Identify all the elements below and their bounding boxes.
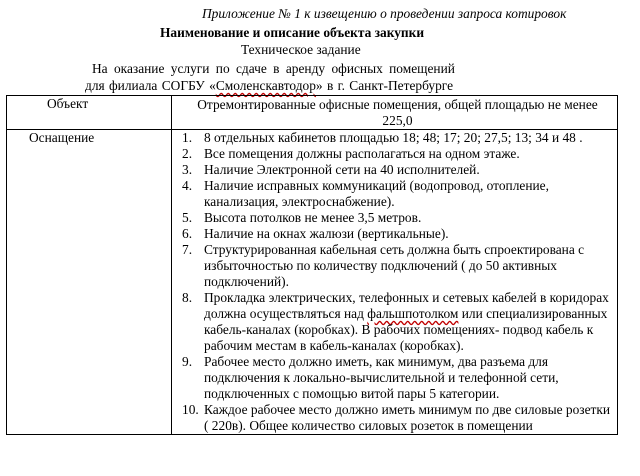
purpose-line-2 xyxy=(85,78,453,94)
list-item-text-end: или специализированных кабель-каналах (коробках). В рабочих помещениях- подвод кабель к рабочим местам в кабель-каналах (коробках). xyxy=(204,306,608,353)
list-item-text: Каждое рабочее место должно иметь минимум по две силовые розетки ( 220в). Общее количество силовых розеток в помещении xyxy=(204,402,611,433)
list-item xyxy=(182,210,613,226)
list-item xyxy=(182,130,613,146)
list-item-text xyxy=(204,290,613,354)
list-item-number: 6. xyxy=(182,226,193,241)
list-item-number: 3. xyxy=(182,162,193,177)
list-item-text: Наличие Электронной сети на 40 исполнителей. xyxy=(204,162,480,177)
list-item-number: 5. xyxy=(182,210,193,225)
appendix-note: Приложение № 1 к извещению о проведении запроса котировок xyxy=(202,6,567,21)
list-item-text: 8 отдельных кабинетов площадью 18; 48; 17; 20; 27,5; 13; 34 и 48 . xyxy=(204,130,583,145)
object-label-cell: Объект xyxy=(7,96,172,130)
list-item xyxy=(182,402,613,434)
list-item-text: Высота потолков не менее 3,5 метров. xyxy=(204,210,422,225)
equipment-list xyxy=(182,130,613,434)
list-item-text: Все помещения должны располагаться на одном этаже. xyxy=(204,146,520,161)
list-item-number: 8. xyxy=(182,290,193,305)
document-title: Наименование и описание объекта закупки xyxy=(160,25,425,40)
list-item-number: 2. xyxy=(182,146,193,161)
list-item xyxy=(182,242,613,290)
list-item xyxy=(182,354,613,402)
list-item xyxy=(182,146,613,162)
list-item xyxy=(182,290,613,354)
list-item-number: 7. xyxy=(182,242,193,257)
list-item-text: Рабочее место должно иметь, как минимум, два разъема для подключения к локально-вычислительной и телефонной сети, подключенных с помощью витой пары 5 категории. xyxy=(204,354,559,401)
list-item xyxy=(182,226,613,242)
equipment-label-cell: Оснащение xyxy=(7,130,172,435)
purpose-line-2-end: » в г. Санкт-Петербурге xyxy=(315,78,454,93)
list-item xyxy=(182,178,613,210)
equipment-row xyxy=(7,130,618,435)
table-header-row xyxy=(7,96,618,130)
specification-table xyxy=(6,95,618,435)
misspelled-word: фальшпотолком xyxy=(367,306,459,321)
equipment-list-cell xyxy=(172,130,618,435)
list-item-text: Наличие исправных коммуникаций (водопровод, отопление, канализация, электроснабжение). xyxy=(204,178,549,209)
list-item-number: 10. xyxy=(182,402,199,417)
organization-name: Смоленскавтодор xyxy=(215,78,316,93)
list-item-number: 1. xyxy=(182,130,193,145)
document-subtitle: Техническое задание xyxy=(241,42,361,57)
list-item-text-start: Прокладка электрических, телефонных и сетевых кабелей в коридорах должна осуществляться над xyxy=(204,290,609,321)
list-item-text: Наличие на окнах жалюзи (вертикальные). xyxy=(204,226,449,241)
object-description: Отремонтированные офисные помещения, общей площадью не менее 225,0 xyxy=(197,97,598,128)
purpose-line-2-start: для филиала СОГБУ « xyxy=(85,78,216,93)
list-item-number: 9. xyxy=(182,354,193,369)
object-value-cell xyxy=(172,96,618,130)
list-item-number: 4. xyxy=(182,178,193,193)
purpose-line-1: На оказание услуги по сдаче в аренду офисных помещений xyxy=(92,61,455,76)
list-item-text: Структурированная кабельная сеть должна быть спроектирована с избыточностью по количеству подключений ( до 50 активных подключений). xyxy=(204,242,585,289)
list-item xyxy=(182,162,613,178)
